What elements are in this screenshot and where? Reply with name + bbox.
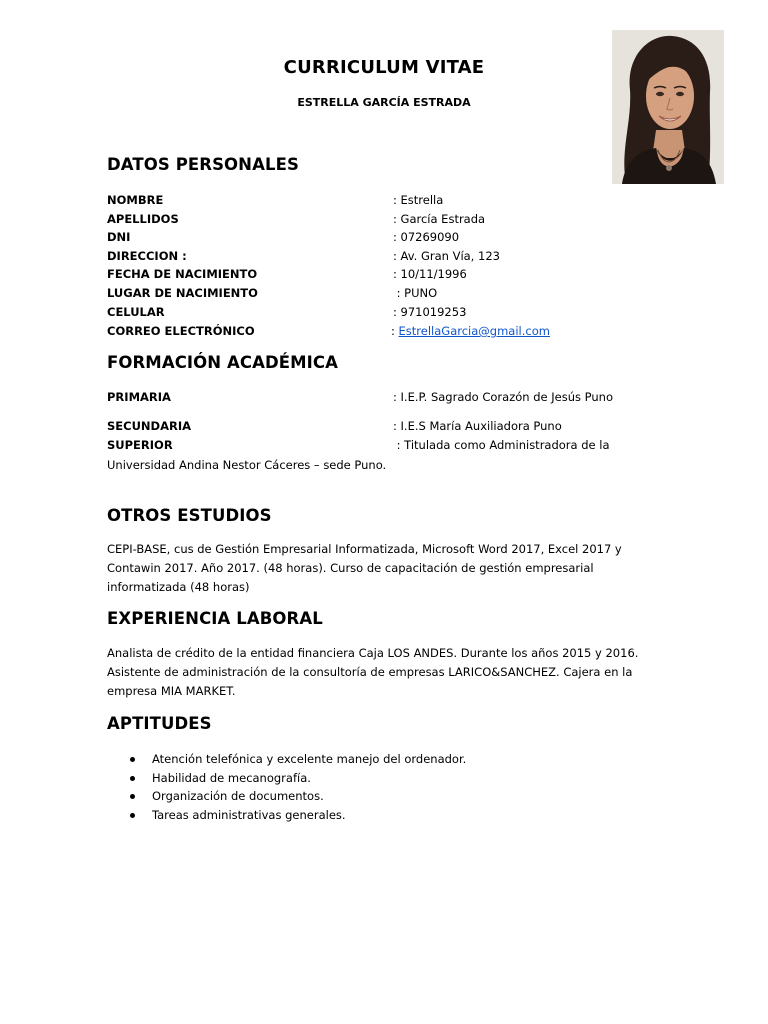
section-heading-aptitudes: APTITUDES (107, 714, 212, 733)
field-value: : 10/11/1996 (393, 267, 467, 281)
field-label: DNI (107, 230, 131, 244)
otros-estudios-text: CEPI-BASE, cus de Gestión Empresarial Informatizada, Microsoft Word 2017, Excel 2017 y Contawin 2017. Año 2017. (48 horas). Curso de capacitación de gestión empresarial informatizada (48 horas) (107, 542, 622, 594)
education-row-superior (107, 437, 667, 453)
aptitudes-list (107, 750, 466, 824)
personal-row-fecha-nacimiento (107, 266, 667, 282)
field-value: : I.E.S María Auxiliadora Puno (393, 419, 562, 433)
bullet-icon (130, 776, 135, 781)
section-heading-experiencia-laboral: EXPERIENCIA LABORAL (107, 609, 323, 628)
field-label: LUGAR DE NACIMIENTO (107, 285, 258, 300)
list-item-text: Habilidad de mecanografía. (152, 770, 311, 785)
bullet-icon (130, 813, 135, 818)
field-label: FECHA DE NACIMIENTO (107, 267, 258, 281)
education-row-primaria (107, 389, 667, 405)
field-value: : Estrella (393, 193, 444, 207)
section-heading-otros-estudios: OTROS ESTUDIOS (107, 506, 272, 525)
field-label: SECUNDARIA (107, 419, 192, 433)
field-value (391, 323, 550, 339)
field-value: : 971019253 (393, 305, 467, 319)
field-label: NOMBRE (107, 193, 164, 207)
list-item (107, 769, 466, 788)
personal-row-lugar-nacimiento (107, 285, 667, 301)
field-label: CORREO ELECTRÓNICO (107, 324, 255, 338)
section-heading-formacion-academica: FORMACIÓN ACADÉMICA (107, 353, 338, 372)
field-value: : PUNO (393, 285, 438, 300)
list-item (107, 787, 466, 806)
bullet-icon (130, 794, 135, 799)
personal-row-nombre (107, 192, 667, 208)
personal-row-dni (107, 229, 667, 245)
field-value: : Titulada como Administradora de la (393, 438, 610, 452)
field-label: PRIMARIA (107, 390, 171, 404)
field-label: DIRECCION : (107, 248, 187, 263)
list-item (107, 750, 466, 769)
education-superior-continuation: Universidad Andina Nestor Cáceres – sede Puno. (107, 458, 387, 472)
profile-photo-drawing (612, 30, 724, 184)
personal-row-direccion (107, 248, 667, 264)
personal-row-correo (107, 323, 667, 339)
profile-photo (612, 30, 724, 184)
email-prefix: : (391, 324, 399, 338)
document-title: CURRICULUM VITAE (283, 57, 485, 78)
bullet-icon (130, 757, 135, 762)
personal-row-apellidos (107, 211, 667, 227)
section-heading-datos-personales: DATOS PERSONALES (107, 155, 299, 174)
experiencia-text: Analista de crédito de la entidad financiera Caja LOS ANDES. Durante los años 2015 y 2016. Asistente de administración de la consultoría de empresas LARICO&SANCHEZ. Cajera en la empresa MIA MARKET. (107, 646, 639, 698)
list-item (107, 806, 466, 825)
personal-row-celular (107, 304, 667, 320)
field-value: : 07269090 (393, 230, 460, 244)
list-item-text: Tareas administrativas generales. (152, 807, 346, 822)
list-item-text: Atención telefónica y excelente manejo del ordenador. (152, 752, 467, 766)
field-label: CELULAR (107, 305, 165, 319)
field-value: : I.E.P. Sagrado Corazón de Jesús Puno (393, 390, 613, 404)
field-value: : García Estrada (393, 211, 486, 226)
candidate-name: ESTRELLA GARCÍA ESTRADA (297, 96, 471, 109)
list-item-text: Organización de documentos. (152, 789, 324, 803)
field-label: APELLIDOS (107, 211, 179, 226)
field-label: SUPERIOR (107, 438, 173, 452)
email-link[interactable]: EstrellaGarcia@gmail.com (398, 324, 550, 338)
field-value: : Av. Gran Vía, 123 (393, 248, 500, 263)
education-row-secundaria (107, 418, 667, 434)
